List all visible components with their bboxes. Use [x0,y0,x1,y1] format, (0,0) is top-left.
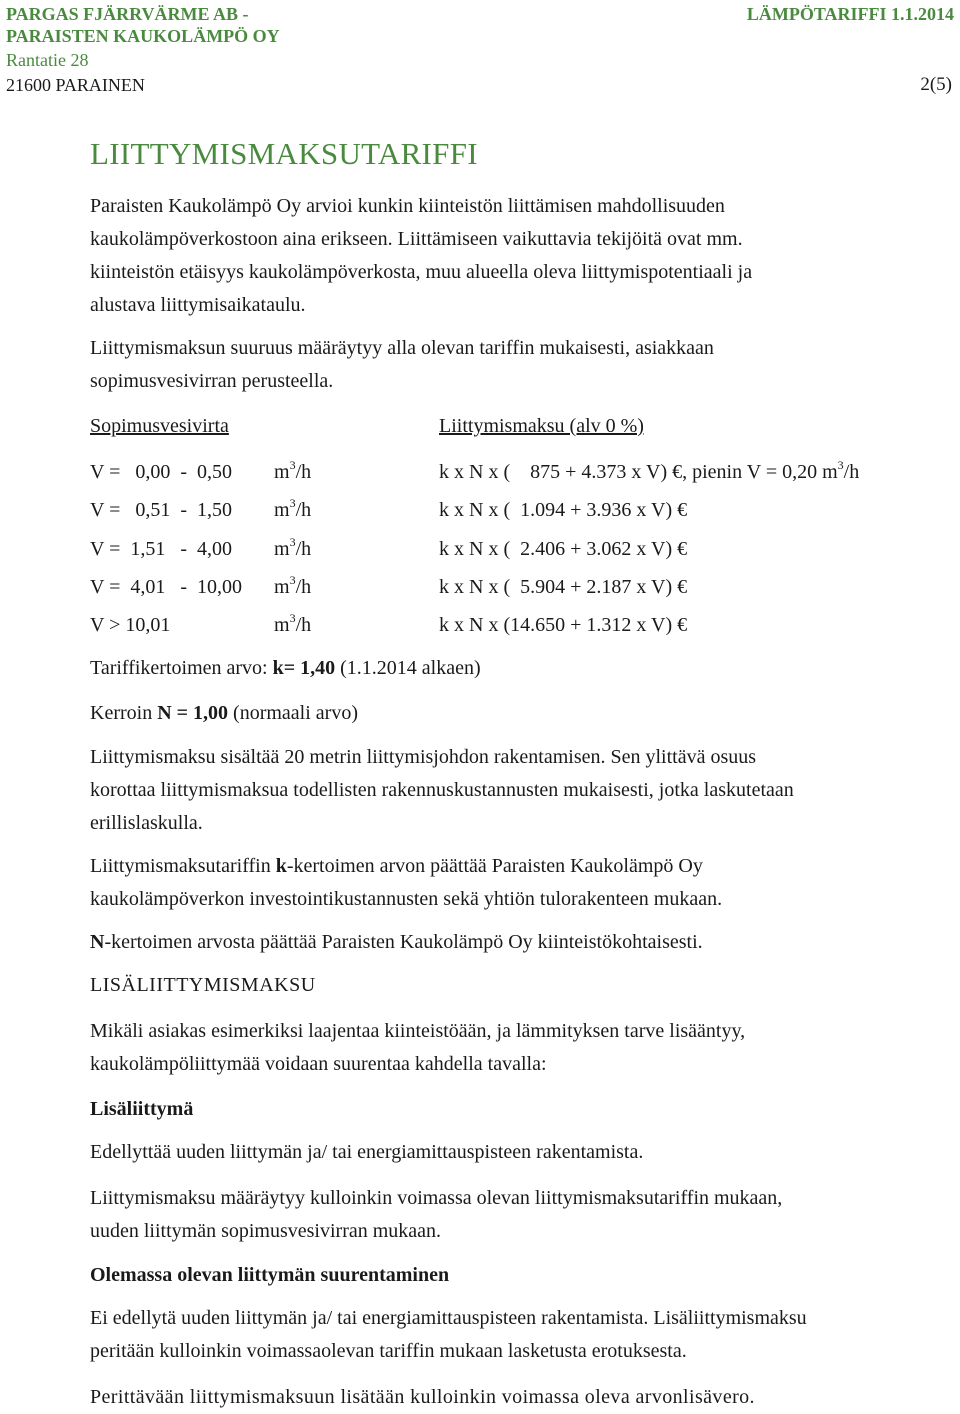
table-row-range: V = 1,51 - 4,00 [90,538,233,560]
table-row-unit [274,613,311,639]
table-row-range: V = 4,01 - 10,00 [90,576,243,598]
bold-span: k [275,855,287,877]
company-name-line2: PARAISTEN KAUKOLÄMPÖ OY [6,26,280,46]
table-row-unit [274,460,311,486]
paragraph-line: kaukolämpöverkon investointikustannusten sekä yhtiön tulorakenteen mukaan. [90,888,723,910]
unit-text: /h [295,576,312,598]
paragraph-line: erillislaskulla. [90,812,203,834]
unit-text: m [274,576,290,598]
paragraph-line: kiinteistön etäisyys kaukolämpöverkosta, muu alueella oleva liittymispotentiaali ja [90,261,753,283]
paragraph-intro [90,190,752,322]
table-row-unit [274,498,311,524]
paragraph-pipe-length [90,741,794,840]
subsection-title-suurentaminen: Olemassa olevan liittymän suurentaminen [90,1264,450,1286]
address-city: 21600 PARAINEN [6,75,145,95]
text-span: -kertoimen arvon päättää Paraisten Kaukolämpö Oy [286,855,703,877]
section-title-lisaliittymismaksu: LISÄLIITTYMISMAKSU [90,974,316,996]
paragraph-line: kaukolämpöliittymää voidaan suurentaa kahdella tavalla: [90,1053,547,1075]
bold-span: N [90,931,105,953]
coefficient-label: Kerroin [90,702,158,724]
table-row-range: V = 0,51 - 1,50 [90,499,233,521]
paragraph-k-coefficient [90,850,722,916]
paragraph-line: peritään kulloinkin voimassaolevan tariffin mukaan lasketusta erotuksesta. [90,1340,687,1362]
formula-value: k x N x ( 875 + 4.373 x V) €, pienin V = 0,20 m [439,461,838,483]
unit-superscript: 3 [289,573,296,587]
unit-text: m [274,538,290,560]
unit-superscript: 3 [289,458,296,472]
text-span: -kertoimen arvosta päättää Paraisten Kaukolämpö Oy kiinteistökohtaisesti. [104,931,703,953]
coefficient-note: (1.1.2014 alkaen) [335,657,481,679]
table-row-unit [274,575,311,601]
range-value: V = 0,00 - 0,50 [90,461,233,483]
unit-text: /h [295,461,312,483]
text-span: Liittymismaksutariffin [90,855,276,877]
column-header-sopimusvesivirta: Sopimusvesivirta [90,415,229,437]
paragraph-expansion-intro [90,1015,745,1081]
table-row-formula: k x N x ( 2.406 + 3.062 x V) € [439,538,688,560]
paragraph-new-connection: Edellyttää uuden liittymän ja/ tai energiamittauspisteen rakentamista. [90,1141,644,1163]
paragraph-line: Ei edellytä uuden liittymän ja/ tai energiamittauspisteen rakentamista. Lisäliittymismaksu [90,1307,807,1329]
document-title: LÄMPÖTARIFFI 1.1.2014 [746,4,954,24]
table-row-range [90,460,232,484]
table-row-unit [274,537,311,563]
paragraph-line: korottaa liittymismaksua todellisten rakennuskustannusten mukaisesti, jotka laskutetaan [90,779,794,801]
paragraph-enlargement [90,1302,807,1368]
coefficient-value: k= 1,40 [272,657,336,679]
unit-text: m [274,499,290,521]
coefficient-n [90,701,358,725]
paragraph-line: Mikäli asiakas esimerkiksi laajentaa kiinteistöään, ja lämmityksen tarve lisääntyy, [90,1020,746,1042]
formula-unit: /h [843,461,860,483]
paragraph-line: Paraisten Kaukolämpö Oy arvioi kunkin kiinteistön liittämisen mahdollisuuden [90,195,725,217]
coefficient-k [90,656,481,680]
company-name-line1: PARGAS FJÄRRVÄRME AB - [6,4,249,24]
paragraph-vat-note: Perittävään liittymismaksuun lisätään kulloinkin voimassa oleva arvonlisävero. [90,1386,755,1408]
unit-superscript: 3 [289,496,296,510]
table-row-range: V > 10,01 [90,614,171,636]
table-row-formula: k x N x ( 1.094 + 3.936 x V) € [439,499,688,521]
paragraph-line [90,850,722,883]
unit-superscript: 3 [289,535,296,549]
coefficient-label: Tariffikertoimen arvo: [90,657,273,679]
paragraph-line: sopimusvesivirran perusteella. [90,370,334,392]
paragraph-line: uuden liittymän sopimusvesivirran mukaan. [90,1220,442,1242]
unit-text: /h [295,538,312,560]
paragraph-line: kaukolämpöverkostoon aina erikseen. Liittämiseen vaikuttavia tekijöitä ovat mm. [90,228,743,250]
paragraph-line: Liittymismaksun suuruus määräytyy alla olevan tariffin mukaisesti, asiakkaan [90,337,714,359]
column-header-liittymismaksu: Liittymismaksu (alv 0 %) [439,415,644,437]
table-row-formula [439,460,859,486]
formula-superscript: 3 [837,458,844,472]
paragraph-line: Liittymismaksu määräytyy kulloinkin voimassa olevan liittymismaksutariffin mukaan, [90,1187,783,1209]
section-title-liittymismaksutariffi: LIITTYMISMAKSUTARIFFI [90,136,478,171]
paragraph-new-connection-fee [90,1182,782,1248]
unit-text: m [274,461,290,483]
coefficient-note: (normaali arvo) [228,702,358,724]
unit-text: m [274,614,290,636]
page-number: 2(5) [920,74,952,95]
unit-text: /h [295,499,312,521]
paragraph-n-coefficient [90,926,703,959]
table-row-formula: k x N x ( 5.904 + 2.187 x V) € [439,576,688,598]
paragraph-line: Liittymismaksu sisältää 20 metrin liittymisjohdon rakentamisen. Sen ylittävä osuus [90,746,757,768]
subsection-title-lisaliittyma: Lisäliittymä [90,1098,194,1120]
coefficient-value: N = 1,00 [157,702,229,724]
unit-text: /h [295,614,312,636]
unit-superscript: 3 [289,611,296,625]
address-street: Rantatie 28 [6,50,89,70]
paragraph-tariff-basis [90,332,714,398]
paragraph-line: alustava liittymisaikataulu. [90,294,306,316]
table-row-formula: k x N x (14.650 + 1.312 x V) € [439,614,688,636]
